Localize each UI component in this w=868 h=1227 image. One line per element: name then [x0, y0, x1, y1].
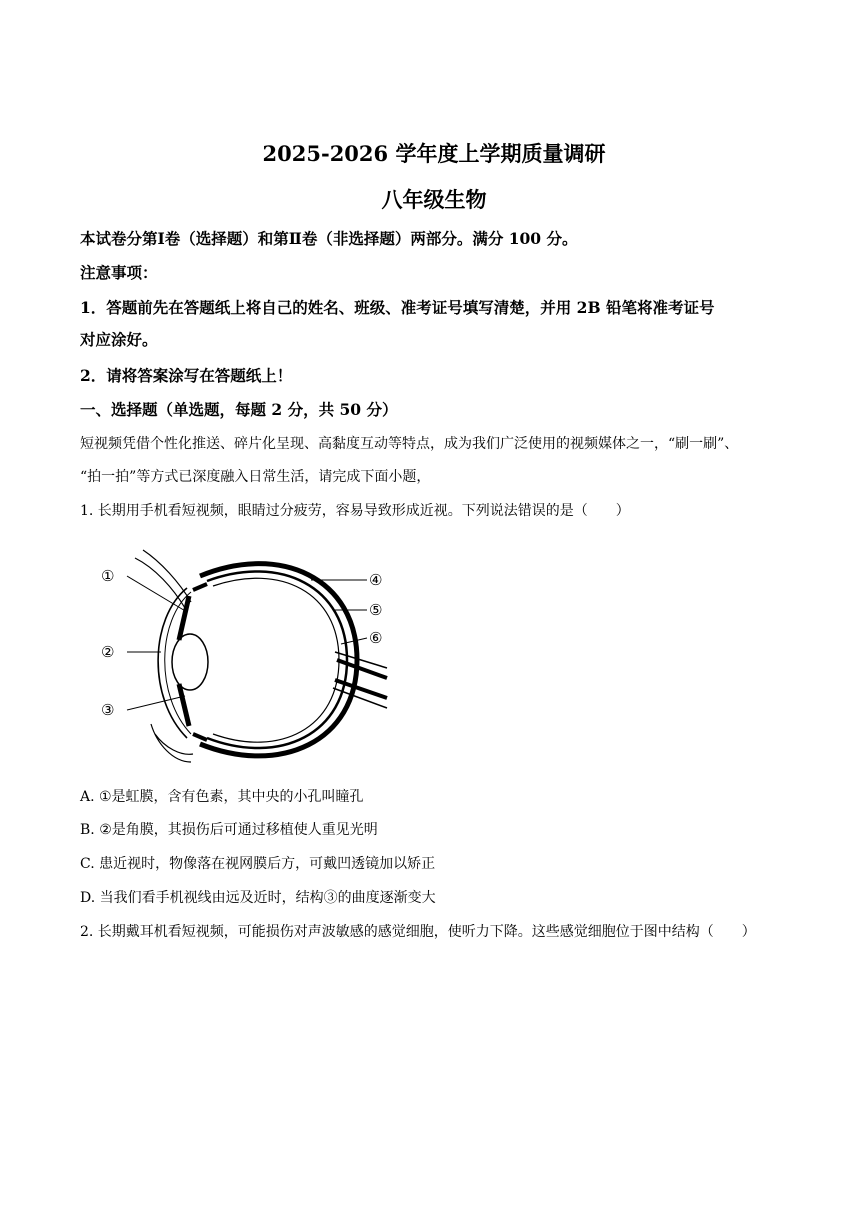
choroid-layer: [207, 572, 347, 749]
option-b: B. ②是角膜，其损伤后可通过移植使人重见光明: [80, 822, 378, 838]
exam-title: 2025-2026 学年度上学期质量调研: [262, 141, 606, 166]
option-c: C. 患近视时，物像落在视网膜后方，可戴凹透镜加以矫正: [80, 856, 436, 872]
exam-note: 本试卷分第Ⅰ卷（选择题）和第Ⅱ卷（非选择题）两部分。满分 100 分。: [80, 229, 578, 248]
retina-layer: [213, 578, 339, 742]
question-1-stem: 1. 长期用手机看短视频，眼睛过分疲劳，容易导致形成近视。下列说法错误的是（ ）: [80, 503, 630, 519]
context-line-1: 短视频凭借个性化推送、碎片化呈现、高黏度互动等特点，成为我们广泛使用的视频媒体之一，“刷一刷”、: [80, 436, 739, 452]
option-d: D. 当我们看手机视线由远及近时，结构③的曲度逐渐变大: [80, 890, 436, 906]
notice-heading: 注意事项：: [80, 263, 158, 282]
context-line-2: “拍一拍”等方式已深度融入日常生活，请完成下面小题，: [80, 469, 431, 485]
notice-item-2: 2．请将答案涂写在答题纸上！: [80, 366, 293, 385]
notice-item-1-line2: 对应涂好。: [80, 330, 158, 349]
option-a: A. ①是虹膜，含有色素，其中央的小孔叫瞳孔: [80, 789, 364, 805]
label-4: ④: [369, 571, 383, 589]
question-2-stem: 2. 长期戴耳机看短视频，可能损伤对声波敏感的感觉细胞，使听力下降。这些感觉细胞位于图中结构（ ）: [80, 924, 756, 940]
section-heading: 一、选择题（单选题，每题 2 分，共 50 分）: [80, 400, 398, 419]
eye-structure-diagram: [95, 548, 395, 773]
exam-subtitle: 八年级生物: [381, 187, 487, 212]
label-5: ⑤: [369, 601, 383, 619]
label-3: ③: [101, 701, 115, 719]
notice-item-1-line1: 1．答题前先在答题纸上将自己的姓名、班级、准考证号填写清楚，并用 2B 铅笔将准考证号: [80, 298, 715, 317]
sclera-layer: [200, 564, 357, 756]
label-2: ②: [101, 643, 115, 661]
lens: [172, 634, 208, 690]
label-1: ①: [101, 567, 115, 585]
label-6: ⑥: [369, 629, 383, 647]
